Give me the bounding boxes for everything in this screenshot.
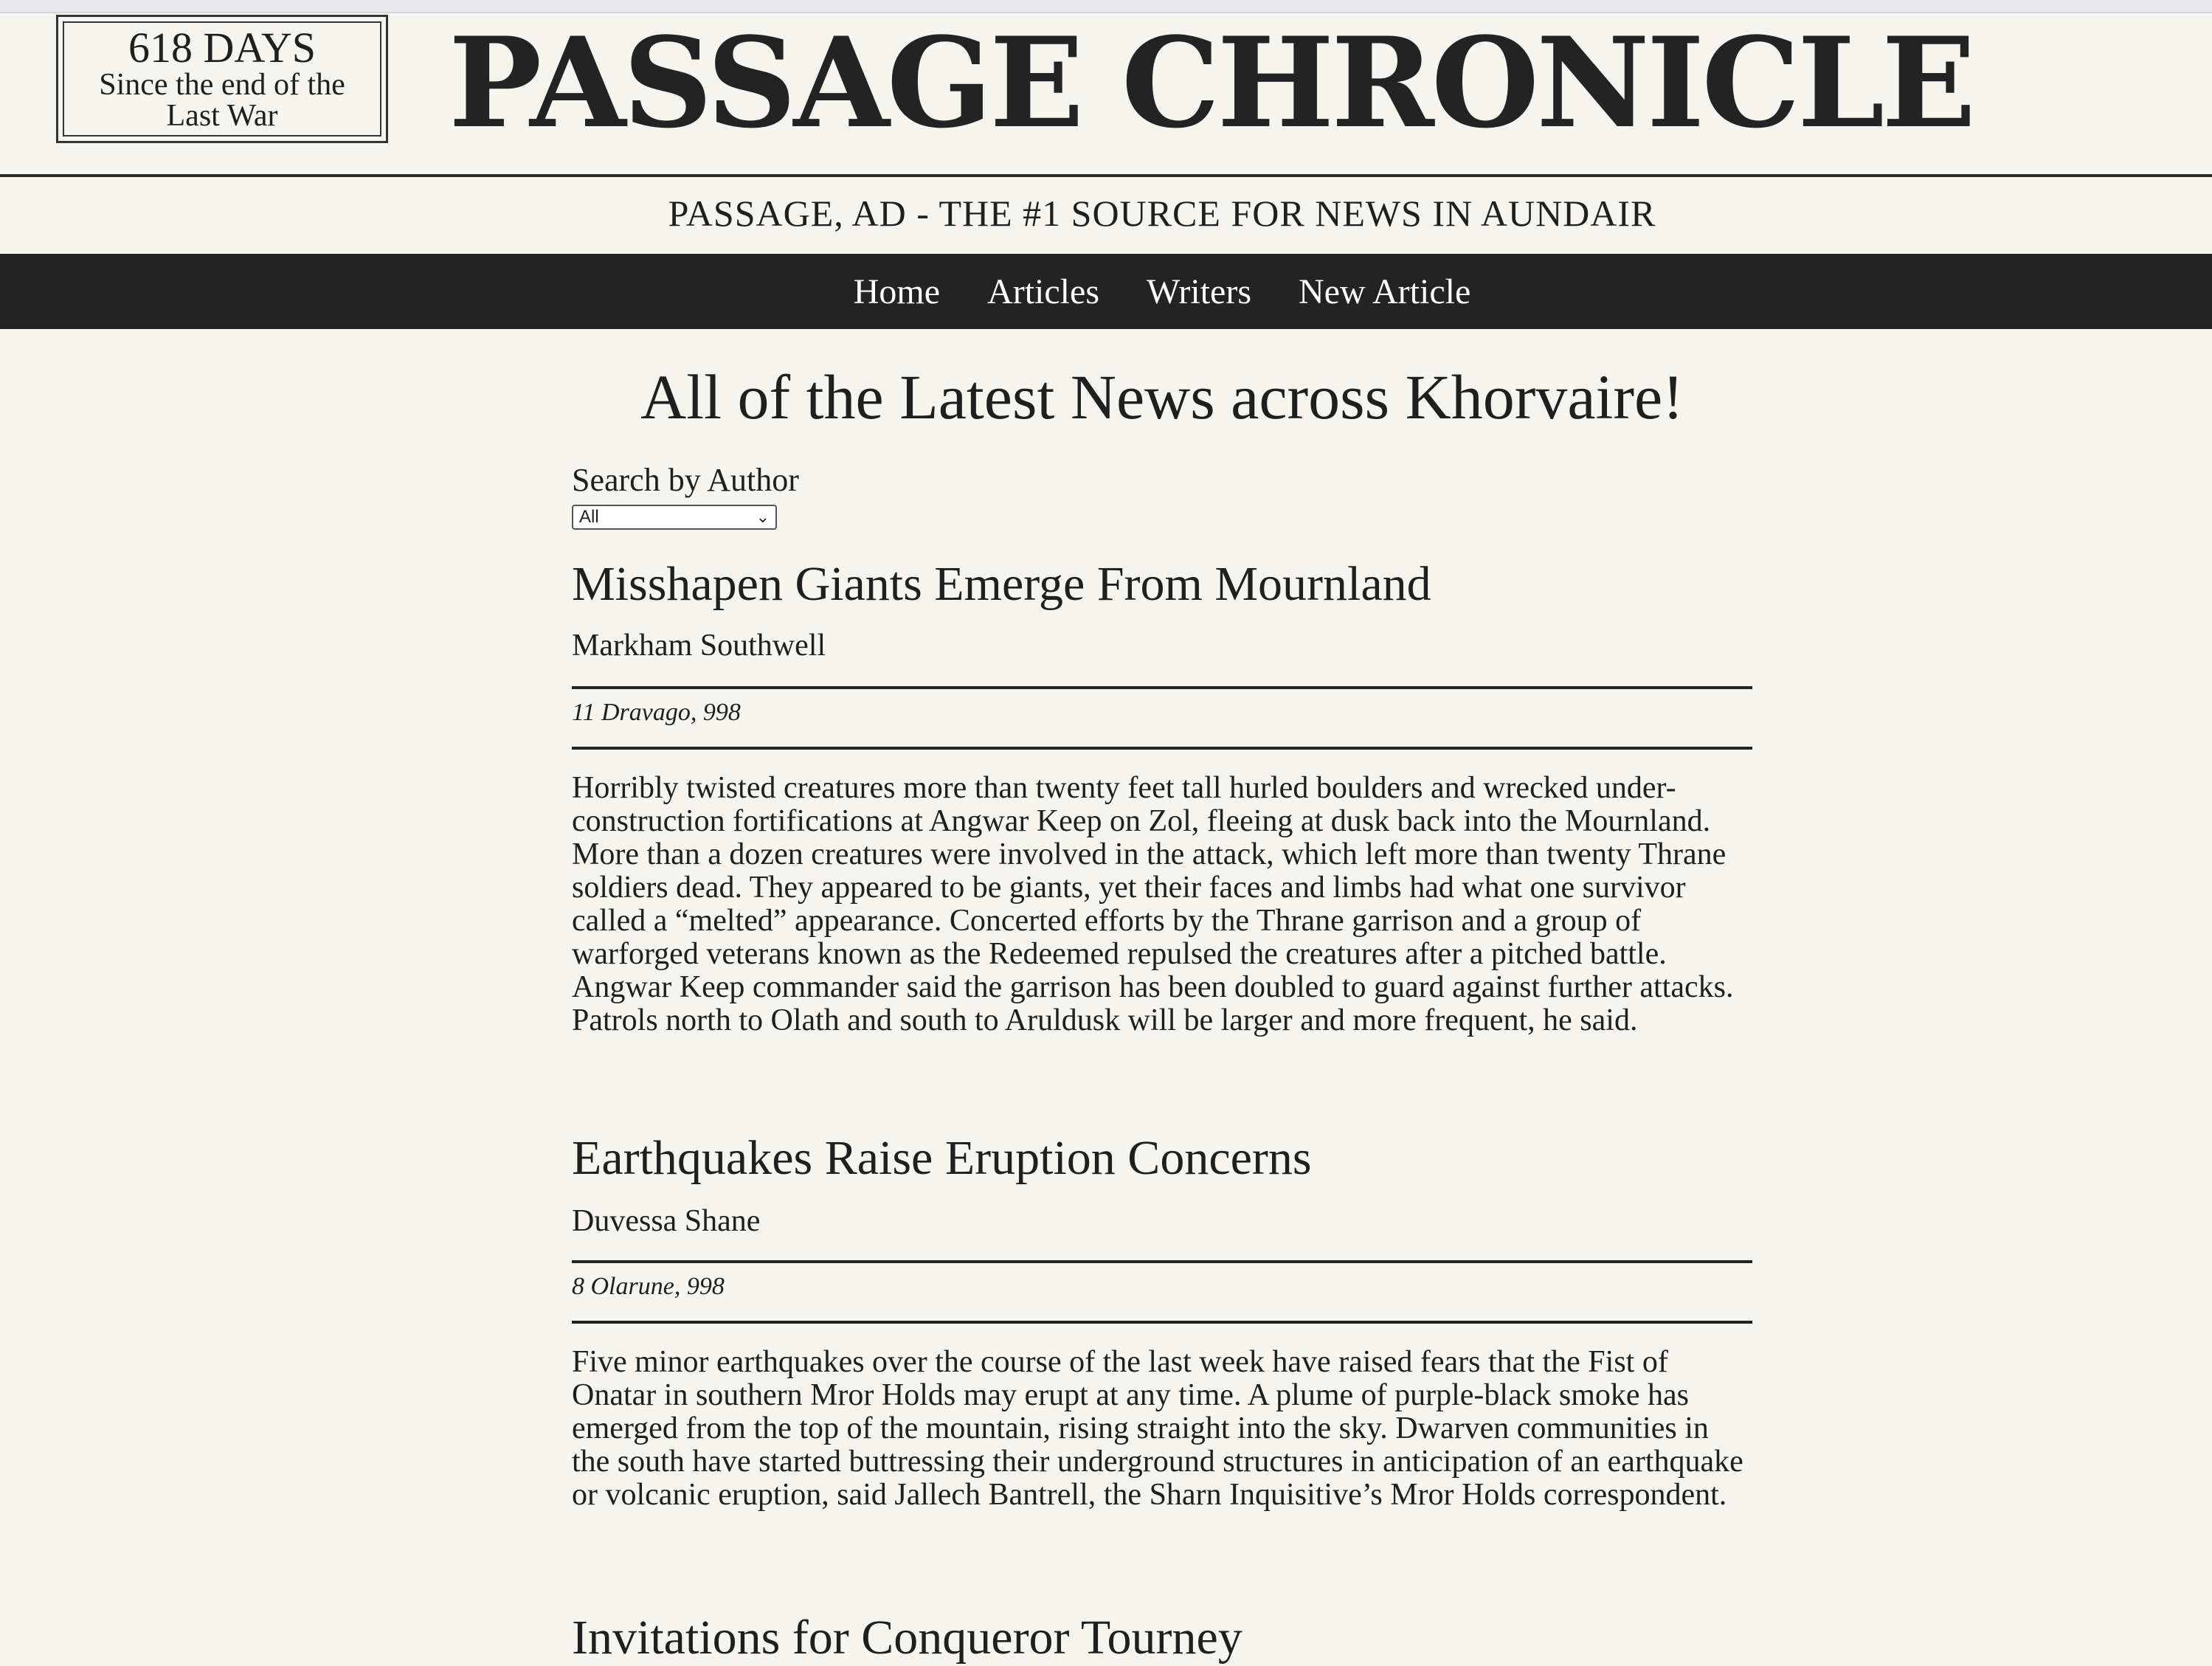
chevron-down-icon: ⌄ (756, 508, 770, 526)
article (572, 556, 1752, 1037)
article-title[interactable]: Earthquakes Raise Eruption Concerns (572, 1131, 1312, 1185)
site-tagline: PASSAGE, AD - THE #1 SOURCE FOR NEWS IN AUNDAIR (668, 193, 1656, 234)
article (572, 1610, 1752, 1666)
article-title[interactable]: Invitations for Conqueror Tourney (572, 1611, 1242, 1665)
article-title[interactable]: Misshapen Giants Emerge From Mournland (572, 557, 1431, 611)
nav-new-article[interactable]: New Article (1299, 272, 1471, 311)
article-body: Five minor earthquakes over the course of the last week have raised fears that the Fist of Onatar in southern Mror Holds may erupt at any time. A plume of purple-black smoke has emerged from the top of the mountain, rising straight into the sky. Dwarven communities in the south have started buttressing their underground structures in anticipation of an earthquake or volcanic eruption, said Jallech Bantrell, the Sharn Inquisitive’s Mror Holds correspondent. (572, 1345, 1743, 1512)
article-author: Duvessa Shane (572, 1204, 761, 1238)
article-date: 8 Olarune, 998 (572, 1273, 725, 1300)
nav-writers[interactable]: Writers (1147, 272, 1252, 311)
days-caption: Since the end of the Last War (99, 68, 345, 133)
main-navigation (0, 254, 2212, 329)
days-count: 618 DAYS (128, 24, 317, 72)
article-date: 11 Dravago, 998 (572, 699, 741, 726)
article-divider (572, 1260, 1752, 1263)
nav-articles[interactable]: Articles (987, 272, 1099, 311)
article-author: Markham Southwell (572, 629, 826, 663)
author-filter-value: All (579, 507, 599, 527)
author-filter-label: Search by Author (572, 462, 799, 498)
header-divider (0, 174, 2212, 177)
article-divider (572, 747, 1752, 750)
nav-items (830, 272, 1495, 312)
article-divider (572, 1321, 1752, 1324)
site-title: PASSAGE CHRONICLE (449, 10, 1974, 156)
author-filter-select[interactable] (572, 505, 777, 530)
days-since-war-inner (63, 21, 381, 136)
article-divider (572, 686, 1752, 689)
days-since-war-box (56, 15, 388, 143)
nav-home[interactable]: Home (853, 272, 941, 311)
article (572, 1130, 1752, 1512)
page-title: All of the Latest News across Khorvaire! (640, 362, 1684, 432)
article-body: Horribly twisted creatures more than twenty feet tall hurled boulders and wrecked under-construction fortifications at Angwar Keep on Zol, fleeing at dusk back into the Mournland. More than a dozen creatures were involved in the attack, which left more than twenty Thrane soldiers dead. They appeared to be giants, yet their faces and limbs had what one survivor called a “melted” appearance. Concerted efforts by the Thrane garrison and a group of warforged veterans known as the Redeemed repulsed the creatures after a pitched battle. Angwar Keep commander said the garrison has been doubled to guard against further attacks. Patrols north to Olath and south to Aruldusk will be larger and more frequent, he said. (572, 771, 1734, 1037)
